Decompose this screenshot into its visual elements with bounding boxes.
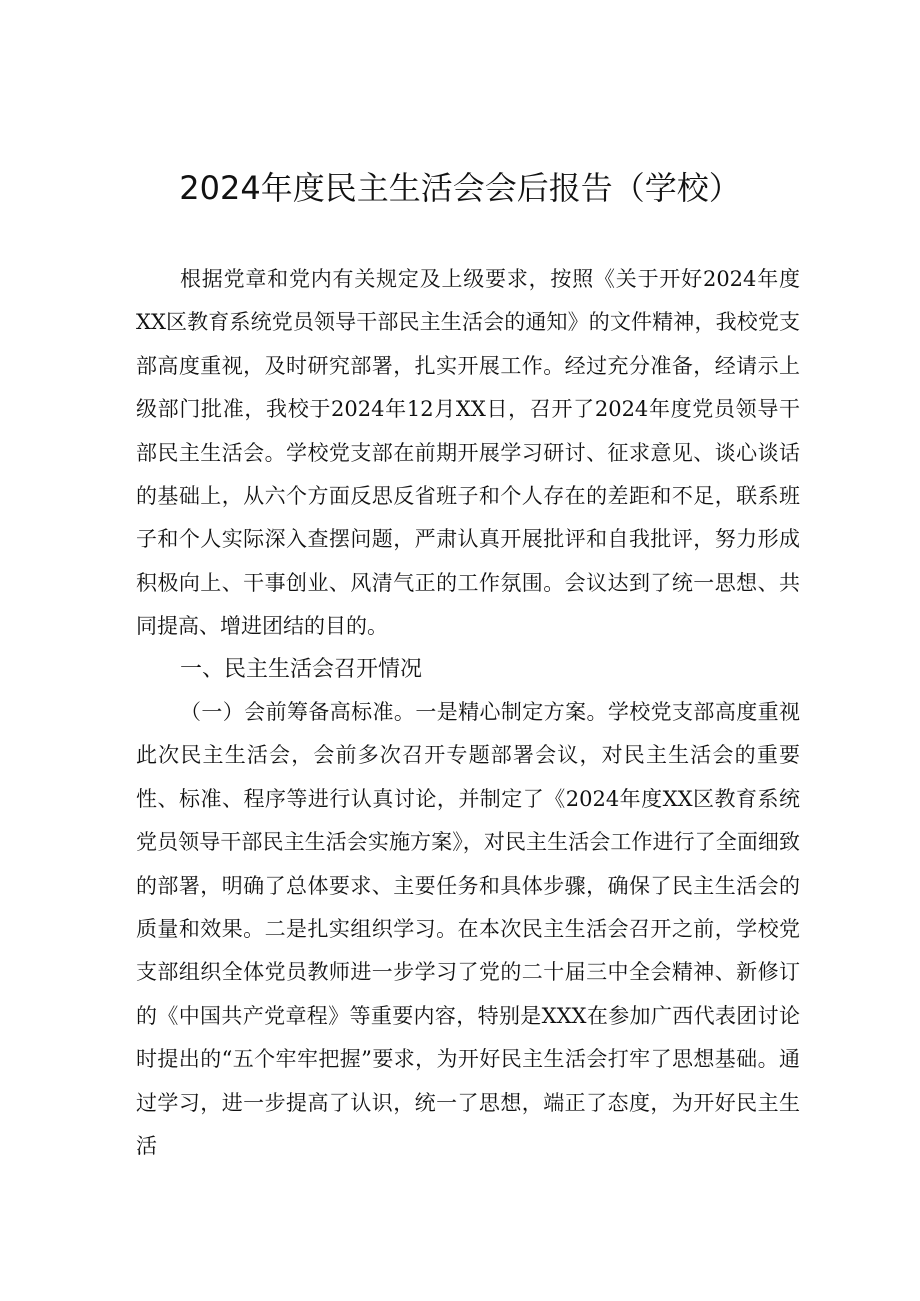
section-paragraph: （一）会前筹备高标准。一是精心制定方案。学校党支部高度重视此次民主生活会，会前多次召开专题部署会议，对民主生活会的重要性、标准、程序等进行认真讨论，并制定了《2024年度XX区教育系统党员领导干部民主生活会实施方案》，对民主生活会工作进行了全面细致的部署，明确了总体要求、主要任务和具体步骤，确保了民主生活会的质量和效果。二是扎实组织学习。在本次民主生活会召开之前，学校党支部组织全体党员教师进一步学习了党的二十届三中全会精神、新修订的《中国共产党章程》等重要内容，特别是XXX在参加广西代表团讨论时提出的“五个牢牢把握”要求，为开好民主生活会打牢了思想基础。通过学习，进一步提高了认识，统一了思想，端正了态度，为开好民主生活 — [136, 700, 800, 1159]
intro-paragraph: 根据党章和党内有关规定及上级要求，按照《关于开好2024年度XX区教育系统党员领导干部民主生活会的通知》的文件精神，我校党支部高度重视，及时研究部署，扎实开展工作。经过充分准备，经请示上级部门批准，我校于2024年12月XX日，召开了2024年度党员领导干部民主生活会。学校党支部在前期开展学习研讨、征求意见、谈心谈话的基础上，从六个方面反思反省班子和个人存在的差距和不足，联系班子和个人实际深入查摆问题，严肃认真开展批评和自我批评，努力形成积极向上、干事创业、风清气正的工作氛围。会议达到了统一思想、共同提高、增进团结的目的。 — [136, 267, 800, 639]
section-heading: 一、民主生活会召开情况 — [180, 657, 423, 682]
document-title: 2024年度民主生活会会后报告（学校） — [179, 169, 741, 207]
